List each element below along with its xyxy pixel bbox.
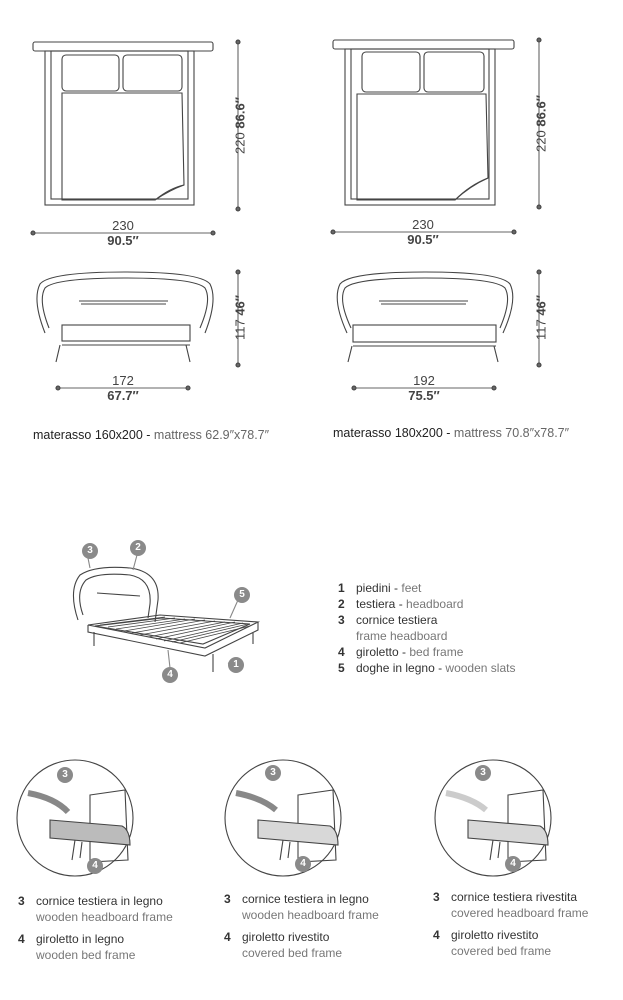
front-view-right — [337, 270, 541, 390]
detail-circle-3 — [435, 760, 551, 876]
top-length-right: 220 86.6″ — [533, 95, 549, 152]
detail3-callout-4: 4 — [505, 856, 521, 872]
callout-1: 1 — [228, 657, 244, 673]
legend-item: 1 piedini - feet — [338, 581, 422, 595]
detail-circle-2 — [225, 760, 341, 876]
detail2-callout-4: 4 — [295, 856, 311, 872]
top-view-right — [331, 38, 541, 234]
callout-3: 3 — [82, 543, 98, 559]
perspective-view — [73, 555, 258, 672]
detail1-callout-3: 3 — [57, 767, 73, 783]
front-width-left: 172 67.7″ — [107, 373, 139, 403]
detail2-callout-3: 3 — [265, 765, 281, 781]
detail3-callout-3: 3 — [475, 765, 491, 781]
front-width-right: 192 75.5″ — [408, 373, 440, 403]
parts-legend — [338, 580, 515, 676]
top-width-left: 230 90.5″ — [107, 218, 139, 248]
legend-item: 4 giroletto - bed frame — [338, 645, 464, 659]
caption-left: materasso 160x200 - mattress 62.9″x78.7″ — [33, 428, 270, 442]
callout-2: 2 — [130, 540, 146, 556]
callout-4: 4 — [162, 667, 178, 683]
detail-circle-1 — [17, 760, 133, 876]
detail-text-1: 3 cornice testiera in legno wooden headboard frame 4 giroletto in legno wooden bed frame — [18, 894, 173, 962]
top-length-left: 220 86.6″ — [232, 97, 248, 154]
detail-text-2: 3 cornice testiera in legno wooden headboard frame 4 giroletto rivestito covered bed frame — [224, 892, 379, 960]
detail-text-3: 3 cornice testiera rivestita covered headboard frame 4 giroletto rivestito covered bed frame — [433, 890, 589, 958]
top-view-left — [31, 40, 240, 235]
detail1-callout-4: 4 — [87, 858, 103, 874]
callout-5: 5 — [234, 587, 250, 603]
legend-item: 3 cornice testiera frame headboard — [338, 613, 448, 643]
front-view-left — [37, 270, 240, 390]
legend-item: 5 doghe in legno - wooden slats — [338, 661, 516, 675]
top-width-right: 230 90.5″ — [407, 217, 439, 247]
front-height-right: 117 46″ — [533, 294, 549, 341]
legend-item: 2 testiera - headboard — [338, 597, 464, 611]
caption-right: materasso 180x200 - mattress 70.8″x78.7″ — [333, 426, 570, 440]
front-height-left: 117 46″ — [232, 294, 248, 341]
